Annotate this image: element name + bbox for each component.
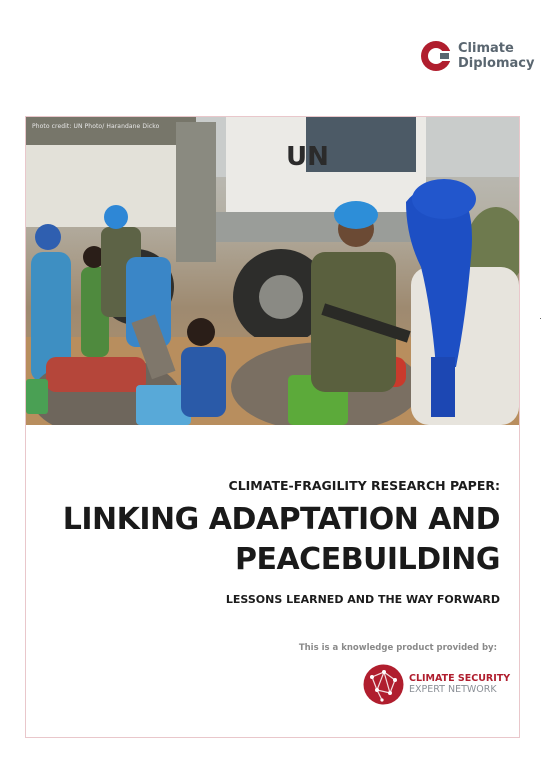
brand-line-1: Climate <box>458 41 514 56</box>
document-title <box>40 500 500 580</box>
photo-credit: Photo credit: UN Photo/ Harandane Dicko <box>32 123 160 130</box>
title-line-2: PEACEBUILDING <box>234 542 500 577</box>
network-name-line-2: EXPERT NETWORK <box>409 684 497 695</box>
network-name-line-1: CLIMATE SECURITY <box>409 673 511 684</box>
document-subtitle: LESSONS LEARNED AND THE WAY FORWARD <box>225 593 500 606</box>
un-marking: UN <box>286 142 329 172</box>
brand-line-2: Diplomacy <box>458 56 535 71</box>
provided-by-note: This is a knowledge product provided by: <box>298 643 497 653</box>
network-globe-icon <box>362 663 405 706</box>
climate-diplomacy-icon <box>419 39 453 73</box>
paper-type-label: CLIMATE-FRAGILITY RESEARCH PAPER: <box>228 478 500 493</box>
cover-photo-illustration <box>26 117 519 425</box>
cover-photo <box>26 117 519 425</box>
climate-diplomacy-logo <box>419 36 535 76</box>
stray-mark <box>540 318 541 319</box>
title-line-1: LINKING ADAPTATION AND <box>62 502 500 537</box>
csen-logo <box>362 662 510 706</box>
